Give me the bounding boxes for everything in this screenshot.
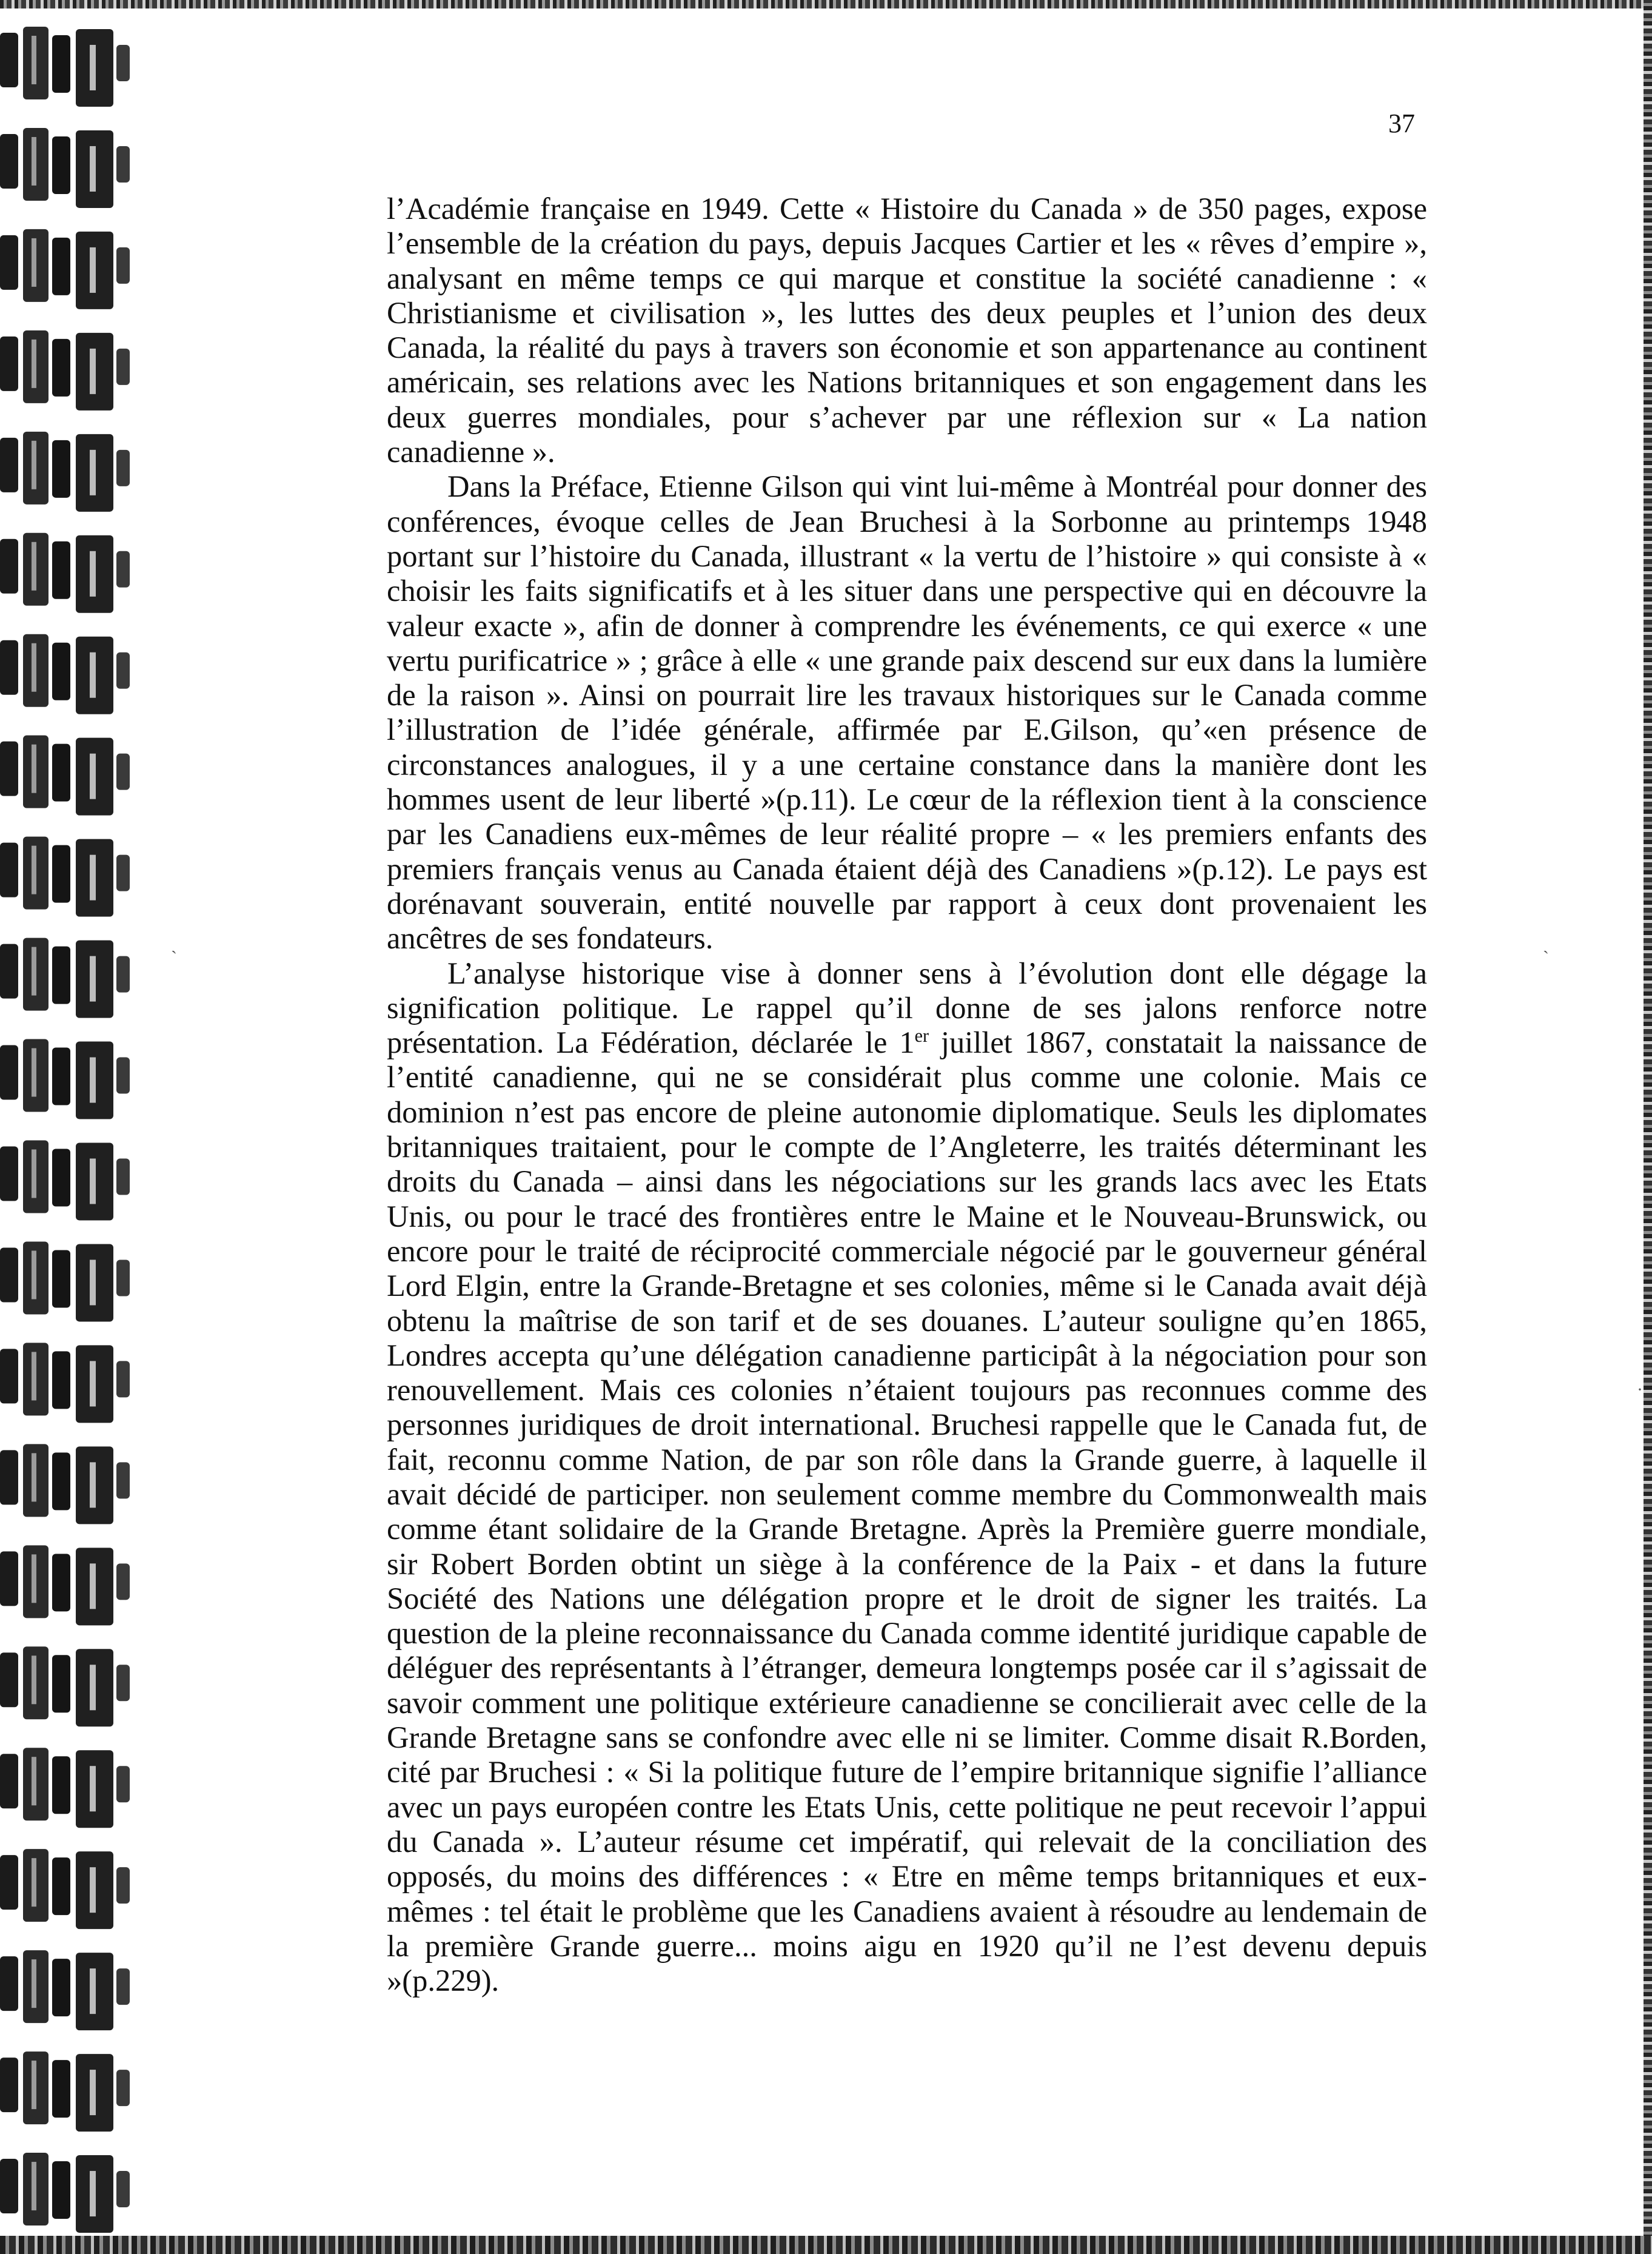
- binding-ring: [0, 837, 130, 917]
- scan-edge-top: [0, 0, 1652, 8]
- binding-ring: [0, 736, 130, 816]
- paragraph-1: l’Académie française en 1949. Cette « Histoire du Canada » de 350 pages, expose l’ensemble de la création du pays, depuis Jacques Cartier et les « rêves d’empire », analysant en même temps ce qui marque et constitue la société canadienne : « Christianisme et civilisation », les luttes des deux peuples et l’union des deux Canada, la réalité du pays à travers son économie et son appartenance au continent américain, ses relations avec les Nations britanniques et son engagement dans les deux guerres mondiales, pour s’achever par une réflexion sur « La nation canadienne ».: [387, 192, 1427, 469]
- binding-ring: [0, 128, 130, 208]
- scan-speck: ˏ: [1543, 934, 1549, 954]
- ordinal-superscript: er: [914, 1025, 929, 1047]
- binding-ring: [0, 2153, 130, 2233]
- paragraph-3: [387, 956, 1427, 1999]
- binding-ring: [0, 330, 130, 411]
- binding-ring: [0, 27, 130, 107]
- binding-ring: [0, 1039, 130, 1119]
- binding-ring: [0, 1646, 130, 1726]
- paragraph-2: Dans la Préface, Etienne Gilson qui vint lui-même à Montréal pour donner des conférences, évoque celles de Jean Bruchesi à la Sorbonne au printemps 1948 portant sur l’histoire du Canada, illustrant « la vertu de l’histoire » qui consiste à « choisir les faits significatifs et à les situer dans une perspective qui en découvre la valeur exacte », afin de donner à comprendre les événements, ce qui exerce « une vertu purificatrice » ; grâce à elle « une grande paix descend sur eux dans la lumière de la raison ». Ainsi on pourrait lire les travaux historiques sur le Canada comme l’illustration de l’idée générale, affirmée par E.Gilson, qu’«en présence de circonstances analogues, il y a une certaine constance dans la manière dont les hommes usent de leur liberté »(p.11). Le cœur de la réflexion tient à la conscience par les Canadiens eux-mêmes de leur réalité propre – « les premiers enfants des premiers français venus au Canada étaient déjà des Canadiens »(p.12). Le pays est dorénavant souverain, entité nouvelle par rapport à ceux dont provenaient les ancêtres de ses fondateurs.: [387, 469, 1427, 956]
- binding-ring: [0, 1141, 130, 1221]
- scan-speck: ˏ: [171, 934, 177, 954]
- binding-ring: [0, 1950, 130, 2030]
- binding-ring: [0, 1748, 130, 1828]
- binding-ring: [0, 533, 130, 613]
- scan-edge-bottom: [0, 2236, 1652, 2254]
- body-text: [387, 192, 1427, 1998]
- binding-ring: [0, 229, 130, 309]
- binding-ring: [0, 2051, 130, 2132]
- scan-edge-right: [1644, 0, 1652, 2254]
- binding-ring: [0, 1849, 130, 1929]
- paragraph-3-start: L’analyse historique vise à donner sens à l’évolution dont elle dégage la signification politique. Le rappel qu’il donne de ses jalons renforce notre présentation. La Fédération, déclarée le 1: [387, 956, 1427, 1060]
- page-number: 37: [1388, 109, 1415, 138]
- binding-ring: [0, 1545, 130, 1625]
- paragraph-3-rest: juillet 1867, constatait la naissance de l’entité canadienne, qui ne se considérait plus comme une colonie. Mais ce dominion n’est pas encore de pleine autonomie diplomatique. Seuls les diplomates britanniques traitaient, pour le compte de l’Angleterre, les traités déterminant les droits du Canada – ainsi dans les négociations sur les grands lacs avec les Etats Unis, ou pour le tracé des frontières entre le Maine et le Nouveau-Brunswick, ou encore pour le traité de réciprocité commerciale négocié par le gouverneur général Lord Elgin, entre la Grande-Bretagne et ses colonies, même si le Canada avait déjà obtenu la maîtrise de son tarif et de ses douanes. L’auteur souligne qu’en 1865, Londres accepta qu’une délégation canadienne participât à la négociation pour son renouvellement. Mais ces colonies n’étaient toujours pas reconnues comme des personnes juridiques de droit international. Bruchesi rappelle que le Canada fut, de fait, reconnu comme Nation, de par son rôle dans la Grande guerre, à laquelle il avait décidé de participer. non seulement comme membre du Commonwealth mais comme étant solidaire de la Grande Bretagne. Après la Première guerre mondiale, sir Robert Borden obtint un siège à la conférence de la Paix - et dans la future Société des Nations une délégation propre et le droit de signer les traités. La question de la pleine reconnaissance du Canada comme identité juridique capable de déléguer des représentants à l’étranger, demeura longtemps posée car il s’agissait de savoir comment une politique extérieure canadienne se concilierait avec celle de la Grande Bretagne sans se confondre avec elle ni se limiter. Comme disait R.Borden, cité par Bruchesi : « Si la politique future de l’empire britannique signifie l’alliance avec un pays européen contre les Etats Unis, cette politique ne peut recevoir l’appui du Canada ». L’auteur résume cet impératif, qui relevait de la conciliation des opposés, du moins des différences : « Etre en même temps britanniques et eux-mêmes : tel était le problème que les Canadiens avaient à résoudre au lendemain de la première Grande guerre... moins aigu en 1920 qu’il ne l’est devenu depuis »(p.229).: [387, 1025, 1428, 1998]
- binding-ring: [0, 938, 130, 1018]
- scan-speck: ·: [1637, 1380, 1643, 1400]
- binding-ring: [0, 634, 130, 714]
- binding-ring: [0, 1444, 130, 1524]
- binding-ring: [0, 432, 130, 512]
- spiral-binding: [0, 8, 152, 2236]
- binding-ring: [0, 1343, 130, 1423]
- binding-ring: [0, 1241, 130, 1321]
